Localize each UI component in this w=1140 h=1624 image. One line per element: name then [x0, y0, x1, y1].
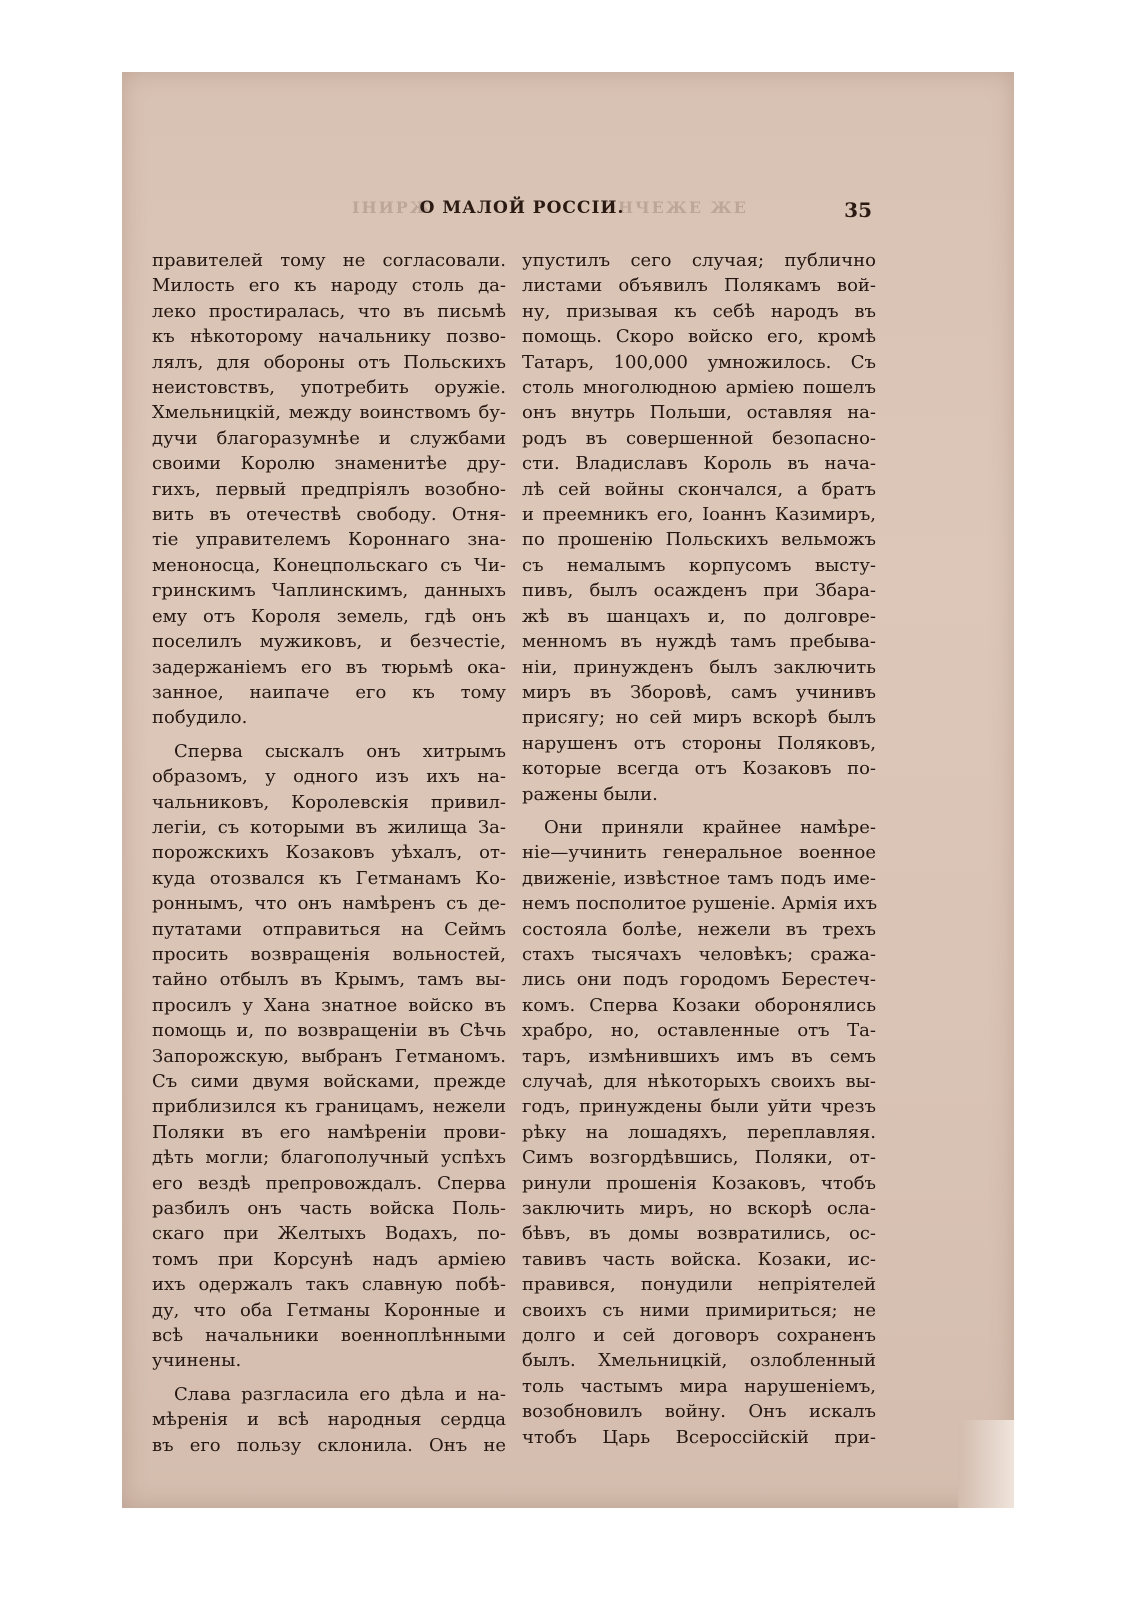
text-line: упустилъ сего случая; публично: [522, 250, 876, 271]
text-line: томъ при Корсунѣ надъ арміею: [152, 1248, 506, 1270]
bleed-through-text-right: ОНЧЕЖЕ ЖЕ: [602, 198, 748, 217]
text-line: Симъ возгордѣвшись, Поляки, от-: [522, 1147, 876, 1169]
text-line: скаго при Желтыхъ Водахъ, по-: [152, 1223, 506, 1245]
text-line: разбилъ онъ часть войска Поль-: [152, 1198, 506, 1220]
text-line: помощь. Скоро войско его, кромѣ: [522, 326, 876, 348]
text-line: Сперва сыскалъ онъ хитрымъ: [174, 740, 506, 762]
text-line: лись они подъ городомъ Берестеч-: [522, 969, 876, 991]
text-line: нарушенъ отъ стороны Поляковъ,: [522, 732, 876, 754]
text-line: просить возвращенія вольностей,: [152, 943, 506, 965]
text-line: гихъ, первый предпріялъ возобно-: [152, 478, 506, 500]
paragraph-gap: [152, 1374, 506, 1382]
text-line: образомъ, у одного изъ ихъ на-: [152, 766, 506, 788]
text-line: годъ, принуждены были уйти чрезъ: [522, 1096, 876, 1118]
text-line: побудило.: [152, 707, 248, 729]
text-line: гринскимъ Чаплинскимъ, данныхъ: [152, 580, 506, 602]
text-line: которые всегда отъ Козаковъ по-: [522, 758, 876, 780]
text-line: рѣку на лошадяхъ, переплавляя.: [522, 1121, 876, 1143]
text-line: жѣ въ шанцахъ и, по долговре-: [522, 605, 876, 627]
text-line: чтобъ Царь Всероссійскій при-: [522, 1426, 876, 1448]
text-line: ринули прошенія Козаковъ, чтобъ: [522, 1172, 876, 1194]
text-line: заключить миръ, но вскорѣ осла-: [522, 1198, 876, 1220]
text-line: лѣ сей войны скончался, а братъ: [522, 478, 876, 500]
text-line: немъ посполитое рушеніе. Армія ихъ: [522, 893, 878, 915]
text-line: ихъ одержалъ такъ славную побѣ-: [152, 1274, 506, 1296]
text-line: Татаръ, 100,000 умножилось. Съ: [522, 351, 876, 373]
text-line: неистовствъ, употребить оружіе.: [152, 377, 506, 399]
text-line: въ его пользу склонила. Онъ не: [152, 1434, 506, 1456]
text-line: его вездѣ препровождалъ. Сперва: [152, 1172, 506, 1194]
page-header: [122, 198, 1014, 228]
text-line: тіе управителемъ Короннаго зна-: [152, 529, 506, 551]
text-line: тайно отбылъ въ Крымъ, тамъ вы-: [152, 969, 506, 991]
text-line: учинены.: [152, 1350, 242, 1372]
text-line: онъ внутрь Польши, оставляя на-: [522, 402, 876, 424]
text-line: Поляки въ его намѣреніи прови-: [152, 1121, 506, 1143]
text-line: миръ въ Зборовѣ, самъ учинивъ: [522, 681, 876, 703]
scanned-page: [122, 72, 1014, 1508]
text-line: легіи, съ которыми въ жилища За-: [152, 816, 506, 838]
text-line: куда отозвался къ Гетманамъ Ко-: [152, 867, 506, 889]
text-line: чальниковъ, Королевскія привил-: [152, 791, 506, 813]
text-line: долго и сей договоръ сохраненъ: [522, 1325, 876, 1347]
text-line: задержаніемъ его въ тюрьмѣ ока-: [152, 656, 506, 678]
text-line: роннымъ, что онъ намѣренъ съ де-: [152, 893, 506, 915]
text-line: былъ. Хмельницкій, озлобленный: [522, 1350, 876, 1372]
text-line: поселилъ мужиковъ, и безчестіе,: [152, 631, 506, 653]
text-line: съ немалымъ корпусомъ высту-: [522, 554, 876, 576]
text-line: правився, понудили непріятелей: [522, 1274, 876, 1296]
text-line: бѣвъ, въ домы возвратились, ос-: [522, 1223, 876, 1245]
text-line: приблизился къ границамъ, нежели: [152, 1096, 506, 1118]
text-line: къ нѣкоторому начальнику позво-: [152, 326, 506, 348]
text-line: помощь и, по возвращеніи въ Сѣчь: [152, 1020, 506, 1042]
text-line: Хмельницкій, между воинствомъ бу-: [152, 402, 506, 424]
text-line: листами объявилъ Полякамъ вой-: [522, 275, 876, 297]
text-line: Съ сими двумя войсками, прежде: [152, 1071, 506, 1092]
text-line: просилъ у Хана знатное войско въ: [152, 994, 506, 1016]
text-line: ніе—учинить генеральное военное: [522, 842, 876, 864]
text-line: родъ въ совершенной безопасно-: [522, 427, 876, 449]
text-line: лялъ, для обороны отъ Польскихъ: [152, 351, 506, 373]
text-line: по прошенію Польскихъ вельможъ: [522, 529, 876, 551]
text-line: ему отъ Короля земель, гдѣ онъ: [152, 605, 506, 627]
text-line: меноносца, Конецпольскаго съ Чи-: [152, 554, 506, 576]
text-line: ну, призывая къ себѣ народъ въ: [522, 300, 876, 322]
text-line: своими Королю знаменитѣе дру-: [152, 453, 506, 475]
text-line: мѣренія и всѣ народныя сердца: [152, 1409, 506, 1431]
text-line: возобновилъ войну. Онъ искалъ: [522, 1401, 876, 1423]
text-line: леко простиралась, что въ письмѣ: [152, 300, 506, 322]
text-line: ніи, принужденъ былъ заключить: [522, 656, 876, 678]
text-line: порожскихъ Козаковъ уѣхалъ, от-: [152, 842, 506, 864]
text-line: правителей тому не согласовали.: [152, 250, 506, 271]
text-line: сти. Владиславъ Король въ нача-: [522, 453, 876, 475]
left-column: [152, 248, 506, 1456]
text-line: таръ, измѣнившихъ имъ въ семъ: [522, 1045, 876, 1067]
text-line: пивъ, былъ осажденъ при Збара-: [522, 580, 876, 602]
text-line: менномъ въ нуждѣ тамъ пребыва-: [522, 631, 876, 653]
text-line: Слава разгласила его дѣла и на-: [174, 1383, 506, 1405]
text-line: движеніе, извѣстное тамъ подъ име-: [522, 867, 876, 889]
text-line: вить въ отечествѣ свободу. Отня-: [152, 504, 506, 526]
text-line: храбро, но, оставленные отъ Та-: [522, 1020, 876, 1042]
running-title: О МАЛОЙ РОССІИ.: [419, 198, 625, 218]
text-line: присягу; но сей миръ вскорѣ былъ: [522, 707, 876, 729]
text-line: и преемникъ его, Іоаннъ Казимиръ,: [522, 504, 876, 526]
page-number: 35: [844, 198, 872, 222]
text-line: своихъ съ ними примириться; не: [522, 1299, 876, 1321]
text-line: ражены были.: [522, 783, 658, 805]
text-line: путатами отправиться на Сеймъ: [152, 918, 506, 940]
text-line: занное, наипаче его къ тому: [152, 681, 506, 703]
text-line: дучи благоразумнѣе и службами: [152, 427, 506, 449]
paragraph-gap: [522, 807, 876, 815]
page-edge-tab: [958, 1420, 1014, 1508]
text-line: толь частымъ мира нарушеніемъ,: [522, 1375, 876, 1397]
text-line: случаѣ, для нѣкоторыхъ своихъ вы-: [522, 1071, 876, 1092]
text-line: стахъ тысячахъ человѣкъ; сража-: [522, 943, 876, 965]
text-line: Они приняли крайнее намѣре-: [544, 816, 876, 838]
paragraph-gap: [152, 731, 506, 739]
bleed-through-text-left: ІНИРЖ: [352, 198, 433, 217]
text-line: ду, что оба Гетманы Коронные и: [152, 1299, 506, 1321]
text-line: тавивъ часть войска. Козаки, ис-: [522, 1248, 876, 1270]
right-column: [522, 248, 878, 1448]
text-line: Запорожскую, выбранъ Гетманомъ.: [152, 1045, 506, 1067]
text-line: дѣть могли; благополучный успѣхъ: [152, 1147, 506, 1169]
text-line: состояла болѣе, нежели въ трехъ: [522, 918, 876, 940]
text-line: комъ. Сперва Козаки оборонялись: [522, 994, 876, 1016]
text-line: столь многолюдною арміею пошелъ: [522, 377, 876, 399]
text-line: всѣ начальники военноплѣнными: [152, 1325, 506, 1347]
text-line: Милость его къ народу столь да-: [152, 275, 506, 297]
